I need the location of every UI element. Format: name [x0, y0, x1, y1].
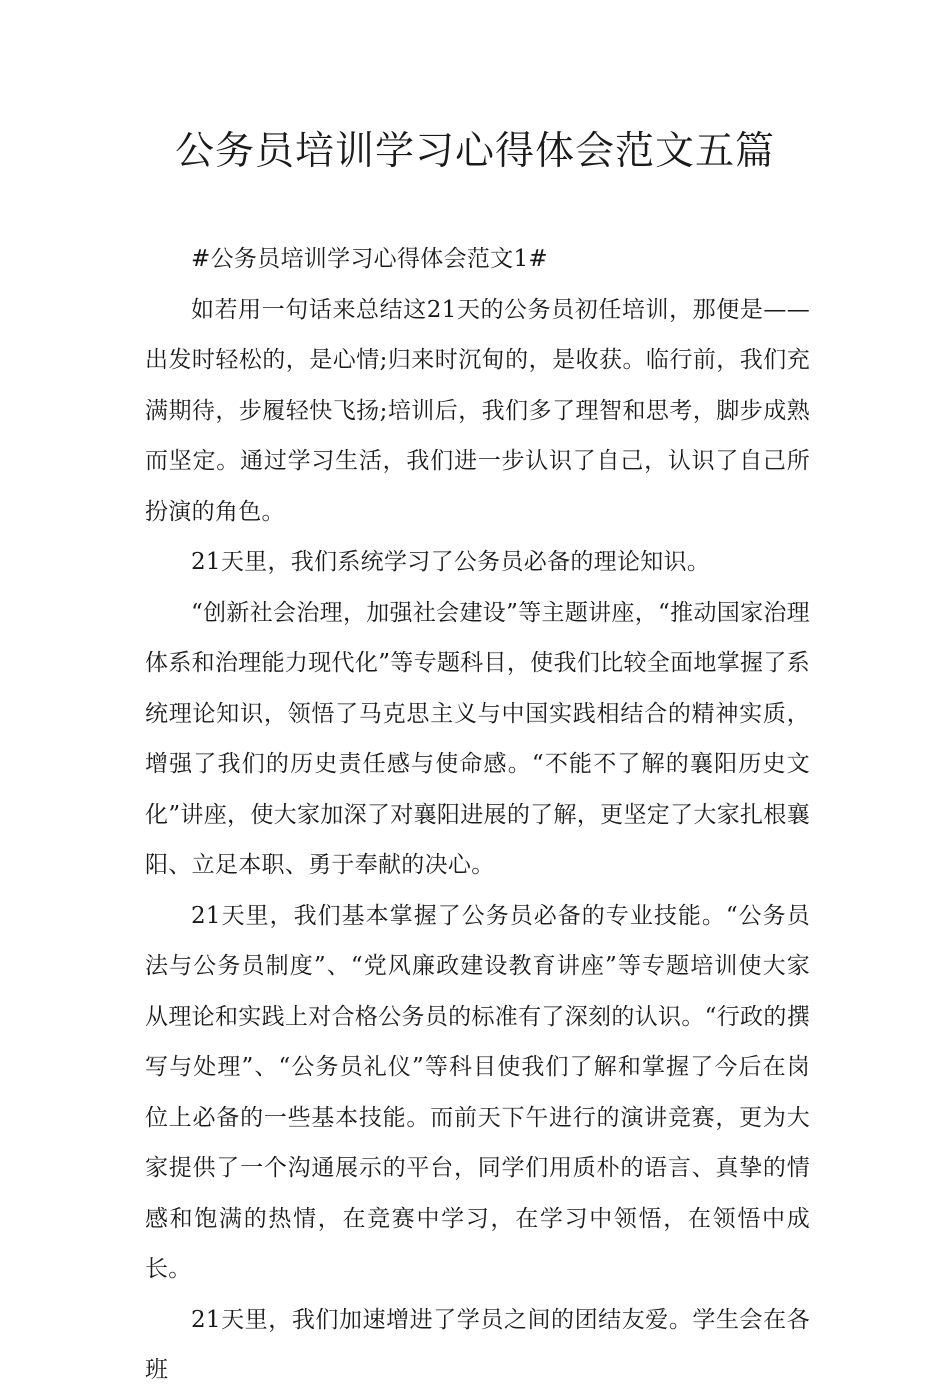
body-paragraph: “创新社会治理，加强社会建设”等主题讲座，“推动国家治理体系和治理能力现代化”等专题科目，使我们比较全面地掌握了系统理论知识，领悟了马克思主义与中国实践相结合的精神实质，增强了我们的历史责任感与使命感。“不能不了解的襄阳历史文化”讲座，使大家加深了对襄阳进展的了解，更坚定了大家扎根襄阳、立足本职、勇于奉献的决心。	[145, 599, 810, 878]
body-paragraph: 21天里，我们系统学习了公务员必备的理论知识。	[191, 549, 711, 575]
document-title: 公务员培训学习心得体会范文五篇	[174, 129, 775, 174]
body-paragraph: 21天里，我们基本掌握了公务员必备的专业技能。“公务员法与公务员制度”、“党风廉政建设教育讲座”等专题培训使大家从理论和实践上对合格公务员的标准有了深刻的认识。“行政的撰写与处理”、“公务员礼仪”等科目使我们了解和掌握了今后在岗位上必备的一些基本技能。而前天下午进行的演讲竞赛，更为大家提供了一个沟通展示的平台，同学们用质朴的语言、真挚的情感和饱满的热情，在竞赛中学习，在学习中领悟，在领悟中成长。	[145, 902, 810, 1282]
section-heading: #公务员培训学习心得体会范文1#	[191, 246, 548, 272]
body-paragraph: 如若用一句话来总结这21天的公务员初任培训，那便是——出发时轻松的，是心情;归来时沉甸的，是收获。临行前，我们充满期待，步履轻快飞扬;培训后，我们多了理智和思考，脚步成熟而坚定。通过学习生活，我们进一步认识了自己，认识了自己所扮演的角色。	[145, 296, 810, 525]
body-paragraph: 21天里，我们加速增进了学员之间的团结友爱。学生会在各班	[145, 1306, 810, 1383]
document-body	[145, 234, 810, 1396]
